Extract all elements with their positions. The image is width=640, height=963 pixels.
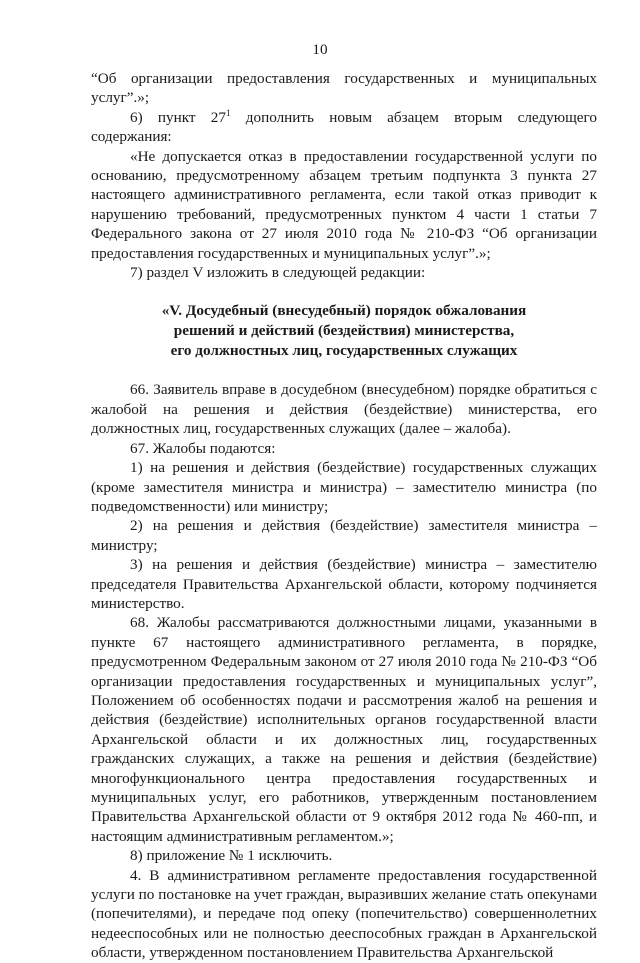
section-heading	[91, 301, 597, 361]
paragraph-item-8: 8) приложение № 1 исключить.	[130, 847, 333, 865]
paragraph-67-3: 3) на решения и действия (бездействие) министра – заместителю председателя Правительства Архангельской области, которому подчиняется министерство.	[91, 556, 597, 612]
document-body	[91, 69, 597, 963]
paragraph-item-7: 7) раздел V изложить в следующей редакции:	[130, 264, 426, 282]
paragraph-67-1: 1) на решения и действия (бездействие) государственных служащих (кроме заместителя министра и министра) – заместителю министра (по подведомственности) или министру;	[91, 459, 597, 515]
item-6-text-start: 6) пункт 27	[130, 108, 226, 126]
paragraph-67: 67. Жалобы подаются:	[130, 439, 276, 457]
heading-line-3: его должностных лиц, государственных служащих	[170, 342, 518, 360]
paragraph-4: 4. В административном регламенте предоставления государственной услуги по постановке на учет граждан, выразивших желание стать опекунами (попечителями), и передаче под опеку (попечительство) совершеннолетних недееспособных или не полностью дееспособных граждан в Архангельской области, утвержденном постановлением Правительства Архангельской	[91, 866, 597, 962]
heading-line-2: решений и действий (бездействия) министерства,	[173, 322, 515, 340]
page-number: 10	[312, 41, 328, 58]
paragraph-1: “Об организации предоставления государственных и муниципальных услуг”.»;	[91, 70, 597, 107]
paragraph-67-2: 2) на решения и действия (бездействие) заместителя министра – министру;	[91, 517, 597, 554]
superscript-index: 1	[226, 107, 231, 118]
paragraph-68: 68. Жалобы рассматриваются должностными лицами, указанными в пункте 67 настоящего административного регламента, в порядке, предусмотренном Федеральным законом от 27 июля 2010 года № 210-ФЗ “Об организации предоставления государственных и муниципальных услуг”, Положением об особенностях подачи и рассмотрения жалоб на решения и действия (бездействие) исполнительных органов государственной власти Архангельской области и их должностных лиц, государственных гражданских служащих, а также на решения и действия (бездействие) многофункционального центра предоставления государственных и муниципальных услуг, его работников, утвержденным постановлением Правительства Архангельской области от 9 октября 2012 года № 460-пп, и настоящим административным регламентом.»;	[91, 614, 597, 845]
item-6-text-end: дополнить новым абзацем вторым следующего содержания:	[91, 108, 597, 146]
paragraph-quote: «Не допускается отказ в предоставлении государственной услуги по основанию, предусмотренному абзацем третьим подпункта 3 пункта 27 настоящего административного регламента, если такой отказ приводит к нарушению требований, предусмотренных пунктом 4 части 1 статьи 7 Федерального закона от 27 июля 2010 года № 210-ФЗ “Об организации предоставления государственных и муниципальных услуг”.»;	[91, 147, 597, 262]
paragraph-item-6	[91, 108, 597, 147]
heading-line-1: «V. Досудебный (внесудебный) порядок обжалования	[161, 302, 527, 320]
paragraph-66: 66. Заявитель вправе в досудебном (внесудебном) порядке обратиться с жалобой на решения и действия (бездействие) министерства, его должностных лиц, государственных служащих (далее – жалоба).	[91, 381, 597, 438]
